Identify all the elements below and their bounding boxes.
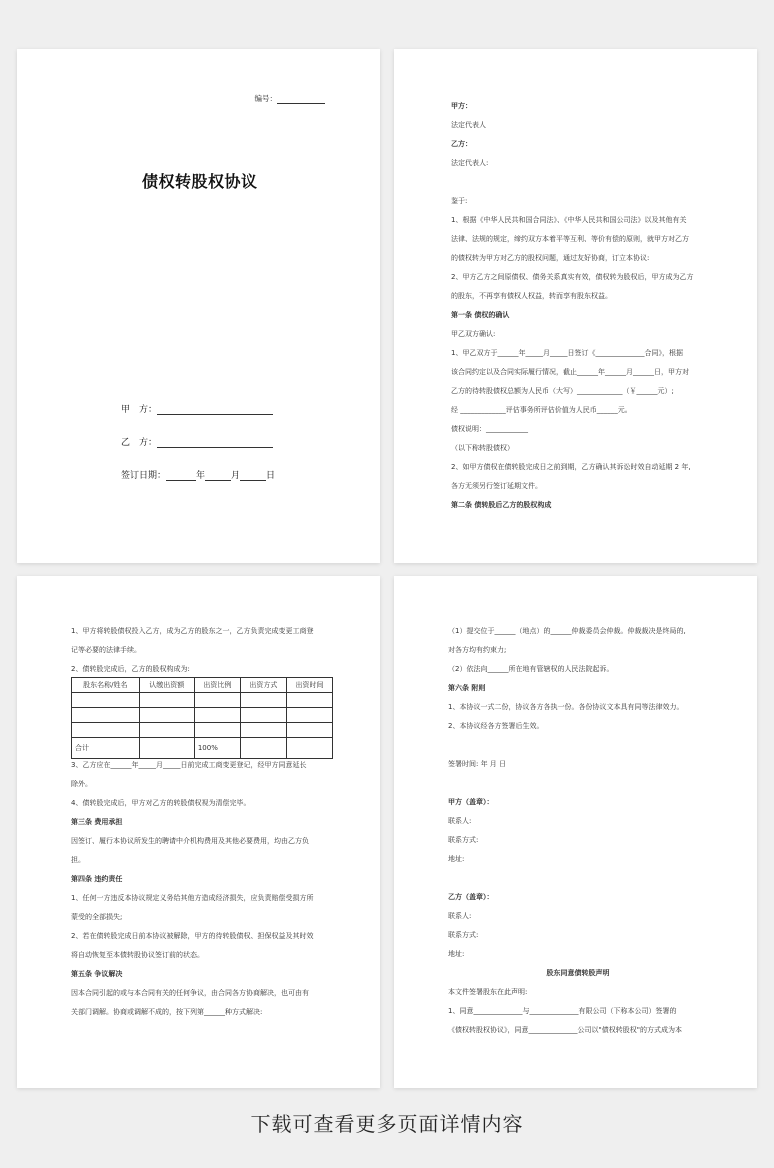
table-cell: [240, 723, 286, 738]
text-line: 关部门调解。协商或调解不成的，按下列第______种方式解决:: [71, 1008, 263, 1016]
text-line: 将自动恢复至本债转股协议签订前的状态。: [71, 951, 204, 959]
text-line: 本文件签署股东在此声明:: [448, 988, 528, 996]
table-cell: [286, 693, 332, 708]
section-heading: 第一条 债权的确认: [451, 311, 510, 319]
text-line: 地址:: [448, 855, 465, 863]
text-line: 乙方的待转股债权总额为人民币（大写）_____________（￥______元）;: [451, 387, 674, 395]
table-header-cell: 出资比例: [194, 678, 240, 693]
table-header-row: [72, 678, 333, 693]
document-page-4: [394, 576, 757, 1088]
section-heading: 甲方（盖章）：: [448, 798, 494, 806]
table-cell: [286, 723, 332, 738]
table-cell: [240, 708, 286, 723]
text-line: 担。: [71, 856, 85, 864]
text-line: 《债权转股权协议》，同意______________公司以"债权转股权"的方式成为本: [448, 1026, 682, 1034]
number-blank: [277, 94, 325, 104]
text-line: 债权说明：____________: [451, 425, 528, 433]
table-header-cell: 出资方式: [240, 678, 286, 693]
party-b-line: 乙 方：: [121, 435, 273, 448]
table-cell: [194, 693, 240, 708]
page-2-body: [451, 97, 706, 515]
text-line: 2、如甲方债权在债转股完成日之前到期，乙方确认其诉讼时效自动延期 2 年,: [451, 463, 691, 471]
table-cell: [240, 693, 286, 708]
page-4-body: [448, 622, 708, 1040]
text-line: 1、甲乙双方于______年_____月_____日签订《______________合同》，根据: [451, 349, 683, 357]
text-line: 的债权转为甲方对乙方的股权问题，通过友好协商，订立本协议:: [451, 254, 650, 262]
text-line: 该合同约定以及合同实际履行情况，截止______年______月______日，甲方对: [451, 368, 689, 376]
text-line: （以下称转股债权）: [451, 444, 514, 452]
text-line: 法定代表人:: [451, 159, 489, 167]
text-line: 联系人:: [448, 912, 472, 920]
text-line: 地址:: [448, 950, 465, 958]
section-heading: 乙方：: [451, 140, 472, 148]
text-line: [451, 173, 706, 192]
text-line: 4、债转股完成后，甲方对乙方的转股债权视为清偿完毕。: [71, 799, 251, 807]
text-line: 1、本协议一式二份，协议各方各执一份。各份协议文本具有同等法律效力。: [448, 703, 684, 711]
table-cell: [72, 723, 140, 738]
text-line: （1）提交位于______（地点）的______仲裁委员会仲裁。仲裁裁决是终局的,: [448, 627, 686, 635]
section-heading: 乙方（盖章）：: [448, 893, 494, 901]
shareholding-table: [71, 677, 333, 759]
section-heading: 第五条 争议解决: [71, 970, 123, 978]
party-a-line: 甲 方：: [121, 402, 273, 415]
text-line: 法定代表人: [451, 121, 486, 129]
total-label: 合计: [72, 738, 140, 759]
table-row: [72, 693, 333, 708]
text-line: 各方无须另行签订延期文件。: [451, 482, 542, 490]
party-b-blank: [157, 438, 273, 448]
text-line: 法律、法规的规定，缔约双方本着平等互利、等价有偿的原则，就甲方对乙方: [451, 235, 689, 243]
section-heading: 第三条 费用承担: [71, 818, 123, 826]
table-cell: [139, 708, 194, 723]
text-line: 联系方式:: [448, 931, 479, 939]
text-line: 3、乙方应在______年_____月_____日前完成工商变更登记，经甲方同意延长: [71, 761, 307, 769]
text-line: 因签订、履行本协议所发生的聘请中介机构费用及其他必要费用，均由乙方负: [71, 837, 309, 845]
page-3-terms: [71, 756, 333, 1022]
text-line: [448, 869, 708, 888]
sign-date-line: 签订日期： 年 月 日: [121, 471, 276, 481]
text-line: 2、甲方乙方之间原债权、债务关系真实有效，债权转为股权后，甲方成为乙方: [451, 273, 694, 281]
table-row: [72, 708, 333, 723]
contract-number: 编号：: [255, 93, 326, 104]
table-header-cell: 出资时间: [286, 678, 332, 693]
section-heading: 第六条 附则: [448, 684, 486, 692]
text-line: （2）依法向______所在地有管辖权的人民法院起诉。: [448, 665, 614, 673]
text-line: 1、任何一方违反本协议规定义务给其他方造成经济损失，应负责赔偿受损方所: [71, 894, 314, 902]
table-cell: [194, 723, 240, 738]
section-heading: 第四条 违约责任: [71, 875, 123, 883]
text-line: 签署时间: 年 月 日: [448, 760, 507, 768]
document-page-2: [394, 49, 757, 563]
text-line: 除外。: [71, 780, 92, 788]
text-line: 对各方均有约束力;: [448, 646, 507, 654]
table-header-cell: 认缴出资额: [139, 678, 194, 693]
table-cell: [139, 723, 194, 738]
text-line: [448, 736, 708, 755]
table-cell: [139, 693, 194, 708]
text-line: 1、同意______________与______________有限公司（下称本公司）签署的: [448, 1007, 677, 1015]
party-a-blank: [157, 405, 273, 415]
text-line: 2、债转股完成后，乙方的股权构成为:: [71, 665, 190, 673]
section-heading: 第二条 债转股后乙方的股权构成: [451, 501, 552, 509]
text-line: 联系人:: [448, 817, 472, 825]
document-page-1: [17, 49, 380, 563]
text-line: 的股东，不再享有债权人权益，转而享有股东权益。: [451, 292, 612, 300]
download-more-hint[interactable]: 下载可查看更多页面详情内容: [250, 1112, 524, 1136]
text-line: 甲乙双方确认:: [451, 330, 496, 338]
document-title: 债权转股权协议: [142, 172, 258, 191]
text-line: 蒙受的全部损失;: [71, 913, 123, 921]
page-3-intro: [71, 622, 333, 679]
total-ratio: 100%: [194, 738, 240, 759]
text-line: 因本合同引起的或与本合同有关的任何争议，由合同各方协商解决，也可由有: [71, 989, 309, 997]
text-line: 1、根据《中华人民共和国合同法》、《中华人民共和国公司法》以及其他有关: [451, 216, 687, 224]
text-line: 2、本协议经各方签署后生效。: [448, 722, 544, 730]
table-cell: [286, 708, 332, 723]
table-cell: [194, 708, 240, 723]
section-heading: 甲方：: [451, 102, 472, 110]
text-line: 1、甲方将转股债权投入乙方，成为乙方的股东之一，乙方负责完成变更工商登: [71, 627, 314, 635]
text-line: 2、若在债转股完成日前本协议被解除，甲方的待转股债权、担保权益及其时效: [71, 932, 314, 940]
table-cell: [72, 708, 140, 723]
table-row: [72, 723, 333, 738]
text-line: 鉴于:: [451, 197, 468, 205]
text-line: [448, 774, 708, 793]
table-header-cell: 股东名称/姓名: [72, 678, 140, 693]
document-page-3: [17, 576, 380, 1088]
text-line: 记等必要的法律手续。: [71, 646, 141, 654]
text-line: 联系方式:: [448, 836, 479, 844]
section-heading: 股东同意债转股声明: [546, 969, 610, 977]
text-line: 经 _____________评估事务所评估价值为人民币______元。: [451, 406, 632, 414]
table-cell: [72, 693, 140, 708]
